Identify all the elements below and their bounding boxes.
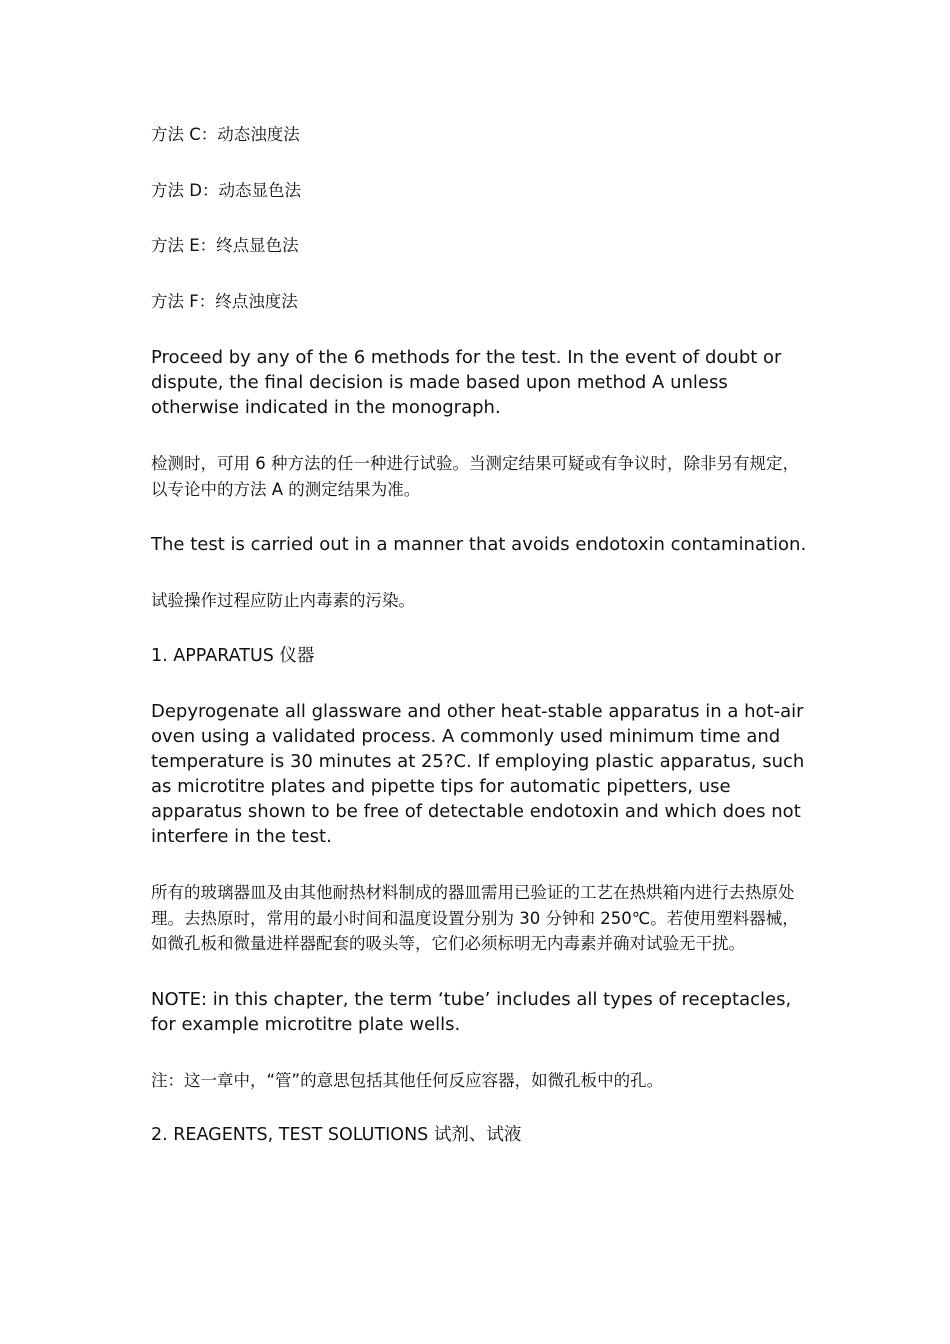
contamination-paragraph-zh: 试验操作过程应防止内毒素的污染。 — [151, 591, 415, 610]
method-f-line: 方法 F：终点浊度法 — [151, 291, 298, 311]
proceed-paragraph-en: Proceed by any of the 6 methods for the test. In the event of doubt or dispute, the final decision is made based upon method A unless otherwise indicated in the monograph. — [151, 347, 782, 418]
contamination-paragraph-en: The test is carried out in a manner that avoids endotoxin contamination. — [151, 534, 807, 555]
method-e-line: 方法 E：终点显色法 — [151, 236, 299, 255]
method-c-line: 方法 C：动态浊度法 — [151, 125, 300, 144]
document-page — [151, 122, 811, 1149]
apparatus-heading: 1. APPARATUS 仪器 — [151, 645, 315, 666]
note-paragraph-en: NOTE: in this chapter, the term ‘tube’ includes all types of receptacles, for example microtitre plate wells. — [151, 988, 792, 1035]
apparatus-paragraph-zh: 所有的玻璃器皿及由其他耐热材料制成的器皿需用已验证的工艺在热烘箱内进行去热原处理。去热原时，常用的最小时间和温度设置分别为 30 分钟和 250℃。若使用塑料器械，如微孔板和微量进样器配套的吸头等，它们必须标明无内毒素并确对试验无干扰。 — [151, 883, 799, 953]
proceed-paragraph-zh: 检测时，可用 6 种方法的任一种进行试验。当测定结果可疑或有争议时，除非另有规定，以专论中的方法 A 的测定结果为准。 — [151, 454, 799, 499]
note-paragraph-zh: 注：这一章中，“管”的意思包括其他任何反应容器，如微孔板中的孔。 — [151, 1070, 664, 1090]
apparatus-paragraph-en: Depyrogenate all glassware and other heat-stable apparatus in a hot-air oven using a validated process. A commonly used minimum time and temperature is 30 minutes at 25?C. If employing plastic apparatus, such as microtitre plates and pipette tips for automatic pipetters, use apparatus shown to be free of detectable endotoxin and which does not interfere in the test. — [151, 701, 805, 847]
reagents-heading: 2. REAGENTS, TEST SOLUTIONS 试剂、试液 — [151, 1125, 522, 1145]
method-d-line: 方法 D：动态显色法 — [151, 180, 301, 200]
